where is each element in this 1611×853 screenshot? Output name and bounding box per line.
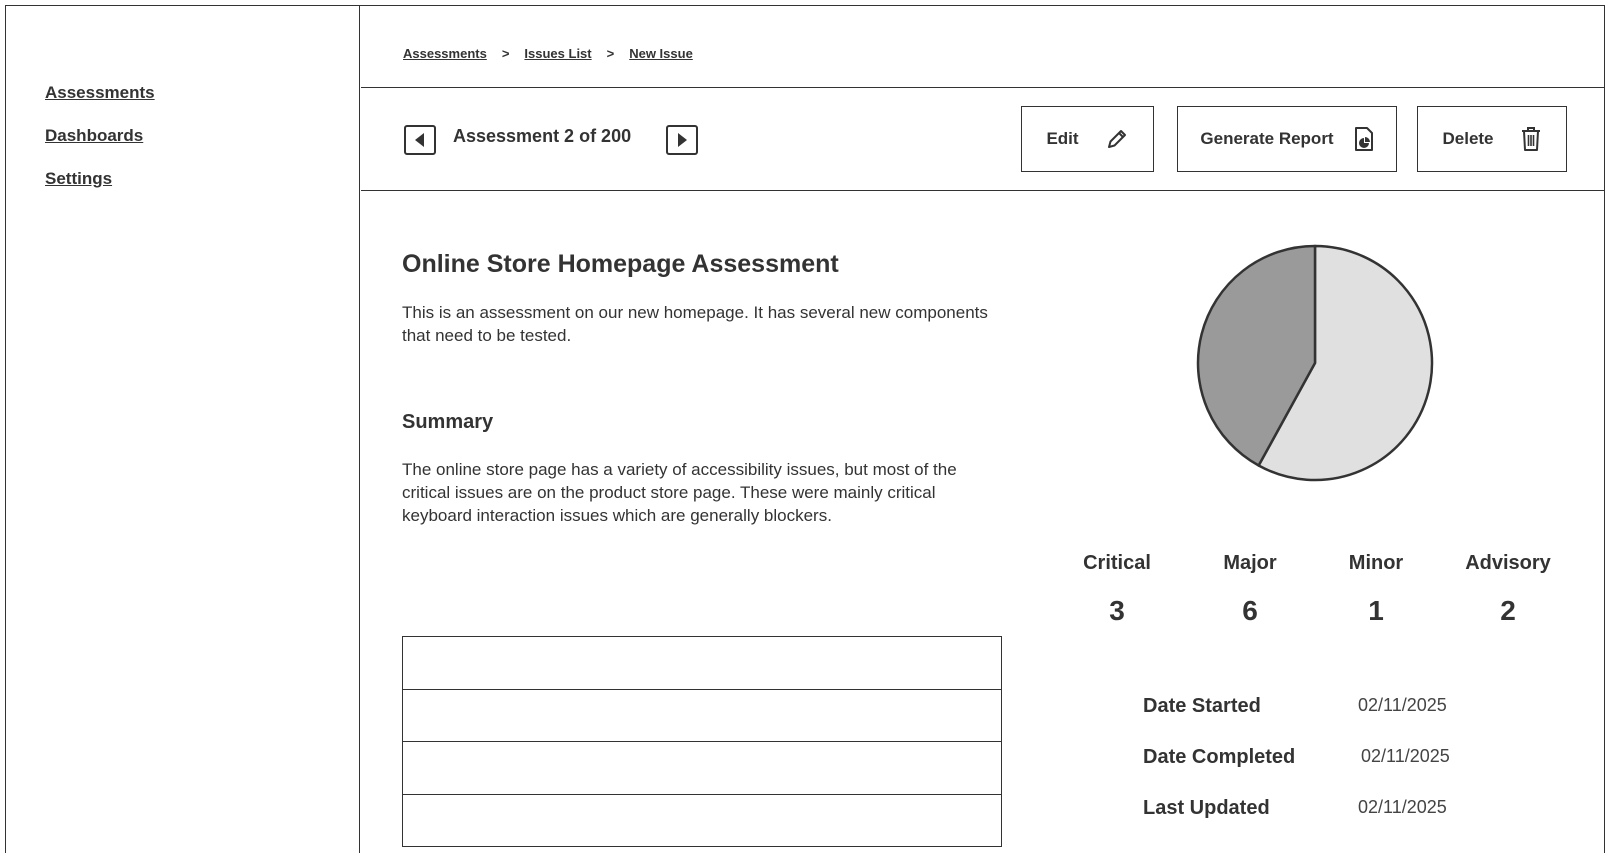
stat-major-value: 6 [1242,595,1258,626]
edit-button-label: Edit [1046,129,1079,148]
stat-critical-value: 3 [1109,595,1125,626]
stat-advisory [1453,552,1563,627]
edit-button[interactable] [1021,106,1154,172]
last-updated-value: 02/11/2025 [1358,797,1447,817]
breadcrumb [403,46,693,61]
generate-report-button[interactable] [1177,106,1397,172]
delete-button[interactable] [1417,106,1567,172]
stat-advisory-label: Advisory [1465,552,1551,574]
date-completed-value: 02/11/2025 [1361,746,1450,766]
stat-minor-label: Minor [1348,552,1404,574]
next-assessment-button[interactable] [666,125,698,155]
breadcrumb-separator: > [501,46,510,61]
table-row[interactable] [402,637,1002,690]
delete-button-label: Delete [1442,129,1494,148]
stat-critical [1062,552,1172,627]
date-started-label: Date Started [1143,695,1261,717]
summary-heading: Summary [402,411,494,433]
summary-text: The online store page has a variety of accessibility issues, but most of the critical issues are on the product store page. These were mainly critical keyboard interaction issues which are generally blockers. [402,460,957,525]
stat-minor-value: 1 [1368,595,1384,626]
sidebar-item-dashboards[interactable]: Dashboards [45,126,144,145]
breadcrumb-new-issue[interactable]: New Issue [629,46,693,61]
report-document-icon [1354,126,1374,152]
stat-minor [1321,552,1431,627]
breadcrumb-separator: > [606,46,615,61]
table-row[interactable] [402,742,1002,795]
sidebar-item-assessments[interactable]: Assessments [45,83,155,102]
issues-table [402,636,1002,847]
stat-critical-label: Critical [1083,552,1151,574]
severity-pie-chart [1195,243,1435,483]
stat-major-label: Major [1223,552,1277,574]
assessment-toolbar [361,88,1605,191]
table-row[interactable] [402,795,1002,848]
stat-advisory-value: 2 [1500,595,1516,626]
sidebar [5,5,360,853]
breadcrumb-assessments[interactable]: Assessments [403,46,487,61]
last-updated-label: Last Updated [1143,797,1270,819]
breadcrumb-bar [361,5,1605,88]
arrow-right-icon [675,132,689,148]
stat-major [1195,552,1305,627]
table-row[interactable] [402,690,1002,743]
previous-assessment-button[interactable] [404,125,436,155]
generate-report-button-label: Generate Report [1200,129,1334,148]
assessment-counter: Assessment 2 of 200 [453,126,632,146]
sidebar-item-settings[interactable]: Settings [45,169,113,188]
pencil-icon [1105,127,1129,151]
trash-icon [1520,126,1542,152]
assessment-description: This is an assessment on our new homepage. It has several new components that need to be tested. [402,303,988,345]
breadcrumb-issues-list[interactable]: Issues List [524,46,592,61]
arrow-left-icon [413,132,427,148]
date-started-value: 02/11/2025 [1358,695,1447,715]
date-completed-label: Date Completed [1143,746,1296,768]
assessment-title: Online Store Homepage Assessment [402,250,839,278]
